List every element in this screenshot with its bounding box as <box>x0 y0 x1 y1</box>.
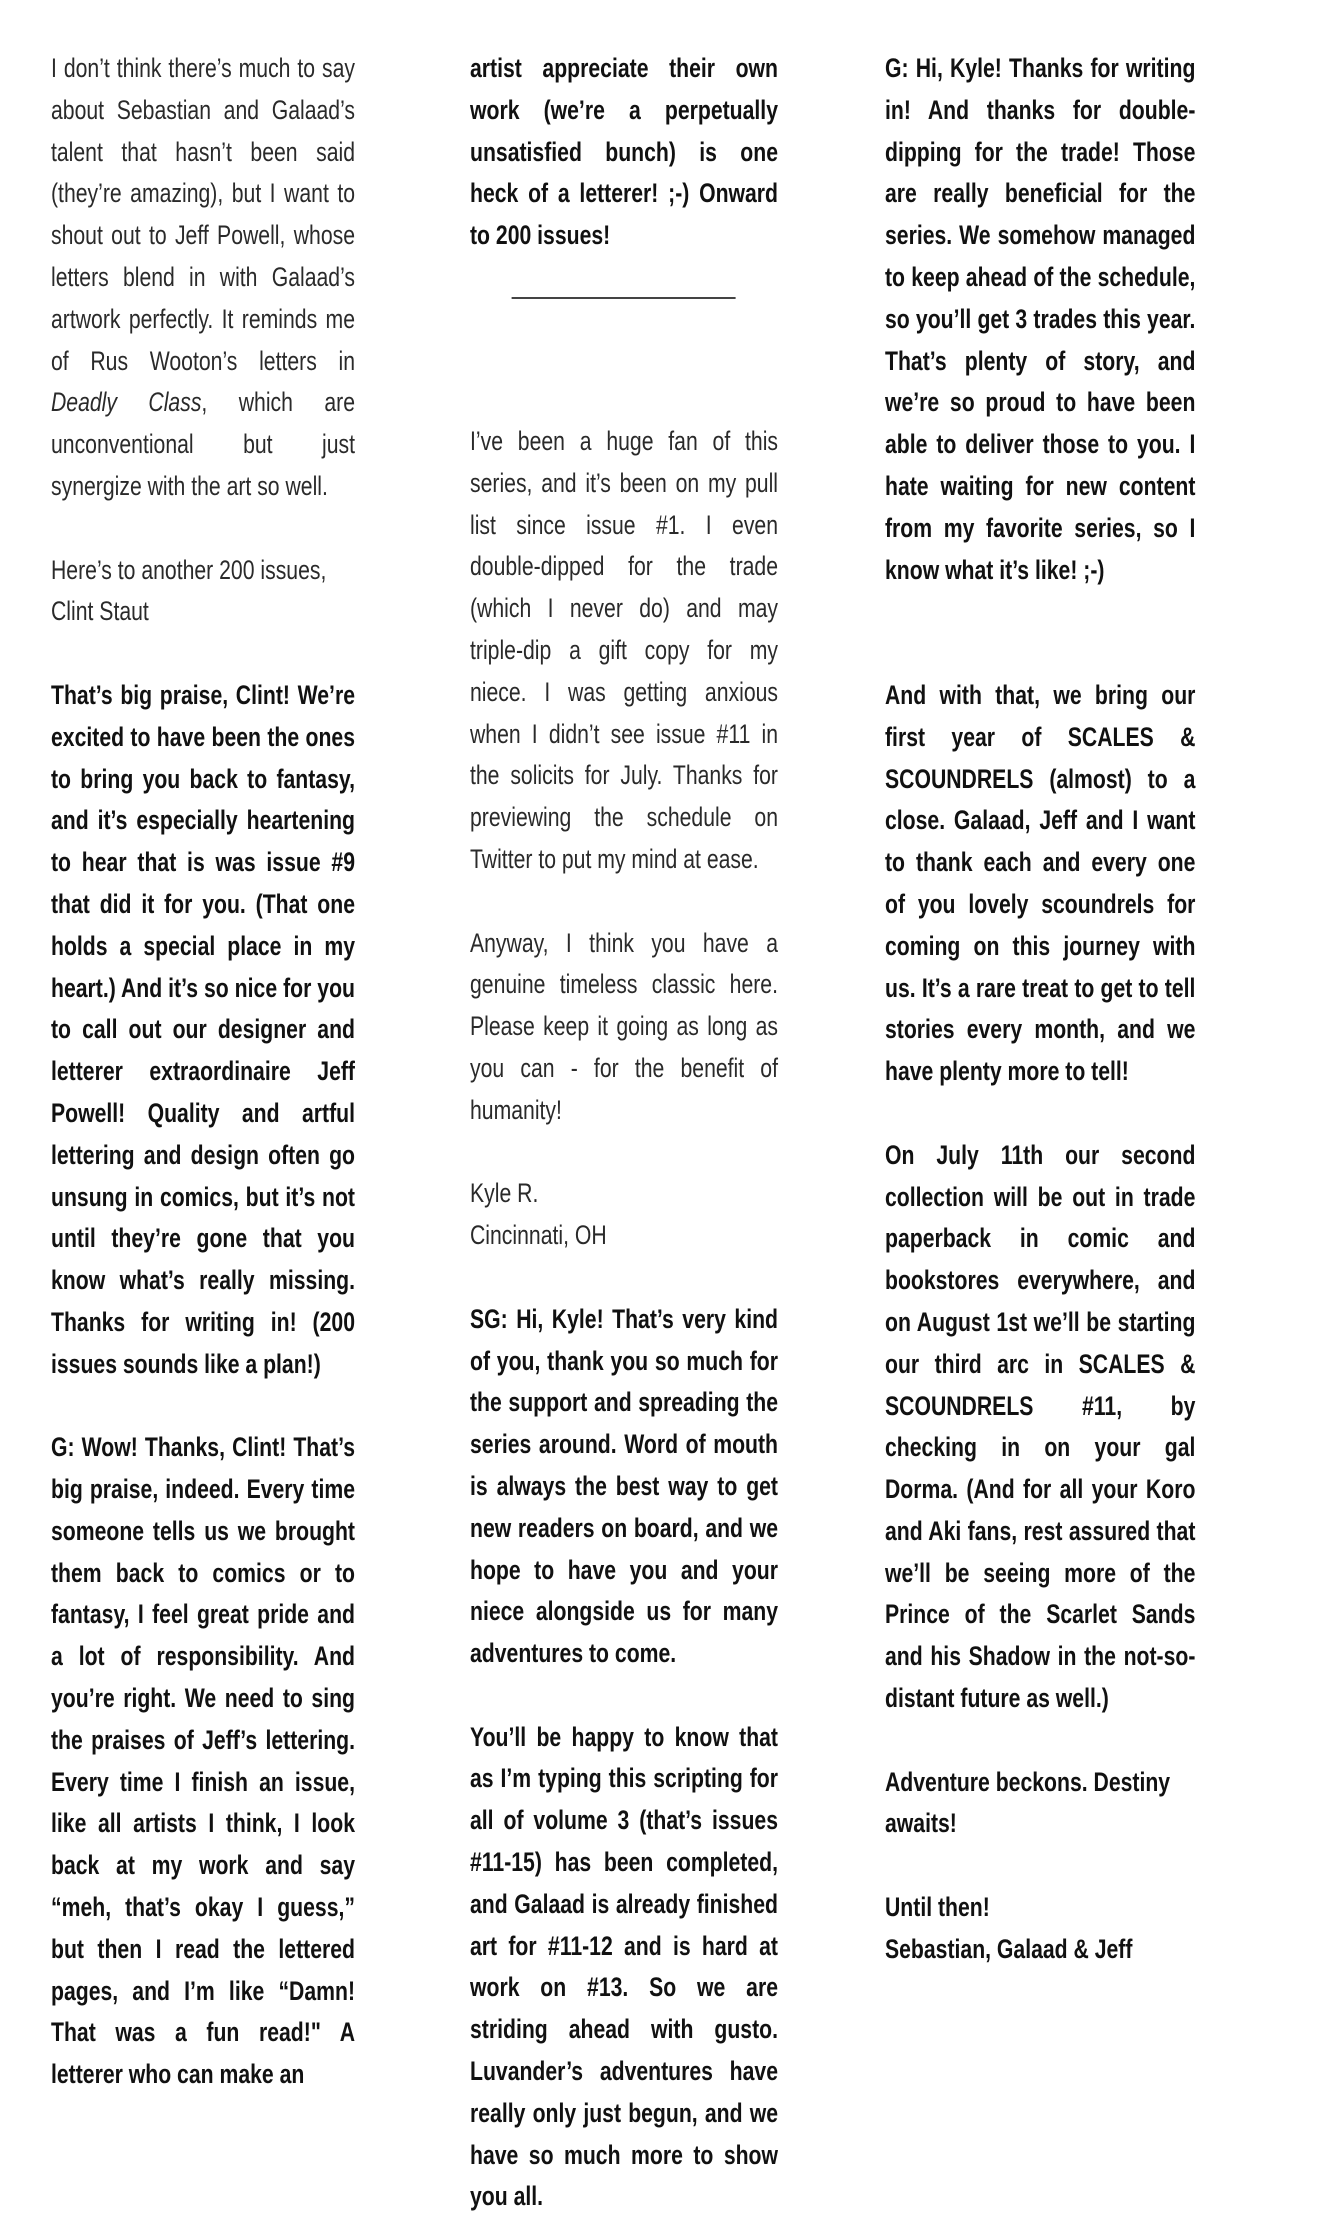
reply-sebastian: That’s big praise, Clint! We’re excited to have been the ones to bring you back to fantasy, and it’s especially heartening to hear that is was issue #9 that did it for you. (That one holds a special place in my heart.) And it’s so nice for you to call out our designer and letterer extraordinaire Jeff Powell! Quality and artful lettering and design often go unsung in comics, but it’s not until they’re gone that you know what’s really missing. Thanks for writing in! (200 issues sounds like a plan!) <box>51 679 355 1379</box>
letter-signoff: Here’s to another 200 issues, <box>51 554 327 585</box>
column-left <box>51 48 355 2096</box>
reply-sebastian: SG: Hi, Kyle! That’s very kind of you, thank you so much for the support and spreading the series around. Word of mouth is always the best way to get new readers on board, and we hope to have you and your niece alongside us for many adventures to come. <box>470 1303 778 1669</box>
letter-signature: Clint Staut <box>51 596 149 627</box>
letter-location: Cincinnati, OH <box>470 1220 607 1251</box>
reply-galaad-continued: artist appreciate their own work (we’re a perpetually unsatisfied bunch) is one heck of a letterer! ;-) Onward to 200 issues! <box>470 53 778 251</box>
reply-galaad: G: Wow! Thanks, Clint! That’s big praise, indeed. Every time someone tells us we brought them back to comics or to fantasy, I feel great pride and a lot of responsibility. And you’re right. We need to sing the praises of Jeff’s lettering. Every time I finish an issue, like all artists I think, I look back at my work and say “meh, that’s okay I guess,” but then I read the lettered pages, and I’m like “Damn! That was a fun read!" A letterer who can make an <box>51 1432 355 2090</box>
closing-paragraph-2: On July 11th our second collection will be out in trade paperback in comic and bookstores everywhere, and on August 1st we’ll be starting our third arc in SCALES & SCOUNDRELS #11, by checking in on your gal Dorma. (And for all your Koro and Aki fans, rest assured that we’ll be seeing more of the Prince of the Scarlet Sands and his Shadow in the not-so-distant future as well.) <box>885 1139 1196 1714</box>
letter-kyle-p2: Anyway, I think you have a genuine timeless classic here. Please keep it going as long as you can - for the benefit of humanity! <box>470 927 778 1125</box>
reply-galaad: G: Hi, Kyle! Thanks for writing in! And thanks for double-dipping for the trade! Those are really beneficial for the series. We somehow managed to keep ahead of the schedule, so you’ll get 3 trades this year. That’s plenty of story, and we’re so proud to have been able to deliver those to you. I hate waiting for new content from my favorite series, so I know what it’s like! ;-) <box>885 53 1196 585</box>
letter-text: I don’t think there’s much to say about Sebastian and Galaad’s talent that hasn’t been said (they’re amazing), but I want to shout out to Jeff Powell, whose letters blend in with Galaad’s artwork perfectly. It reminds me of Rus Wooton’s letters in <box>51 53 355 376</box>
column-right <box>885 48 1195 1971</box>
until-then: Until then! <box>885 1892 990 1923</box>
letter-text: , which are unconventional but just synergize with the art so well. <box>51 387 355 501</box>
reply-sebastian-p2: You’ll be happy to know that as I’m typing this scripting for all of volume 3 (that’s issues #11-15) has been completed, and Galaad is already finished art for #11-12 and is hard at work on #13. So we are striding ahead with gusto. Luvander’s adventures have really only just begun, and we have so much more to show you all. <box>470 1721 778 2212</box>
letter-kyle: I’ve been a huge fan of this series, and it’s been on my pull list since issue #1. I even double-dipped for the trade (which I never do) and may triple-dip a gift copy for my niece. I was getting anxious when I didn’t see issue #11 in the solicits for July. Thanks for previewing the schedule on Twitter to put my mind at ease. <box>470 425 778 874</box>
closing-paragraph: And with that, we bring our first year of SCALES & SCOUNDRELS (almost) to a close. Galaad, Jeff and I want to thank each and every one of you lovely scoundrels for coming on this journey with us. It’s a rare treat to get to tell stories every month, and we have plenty more to tell! <box>885 679 1196 1087</box>
creators-signature: Sebastian, Galaad & Jeff <box>885 1933 1133 1964</box>
tagline: Adventure beckons. Destiny awaits! <box>885 1766 1171 1839</box>
comic-title: Deadly Class <box>51 387 202 418</box>
letter-signature: Kyle R. <box>470 1178 539 1209</box>
section-divider <box>470 297 778 421</box>
letter-clint <box>51 48 355 508</box>
column-middle <box>470 48 778 2218</box>
